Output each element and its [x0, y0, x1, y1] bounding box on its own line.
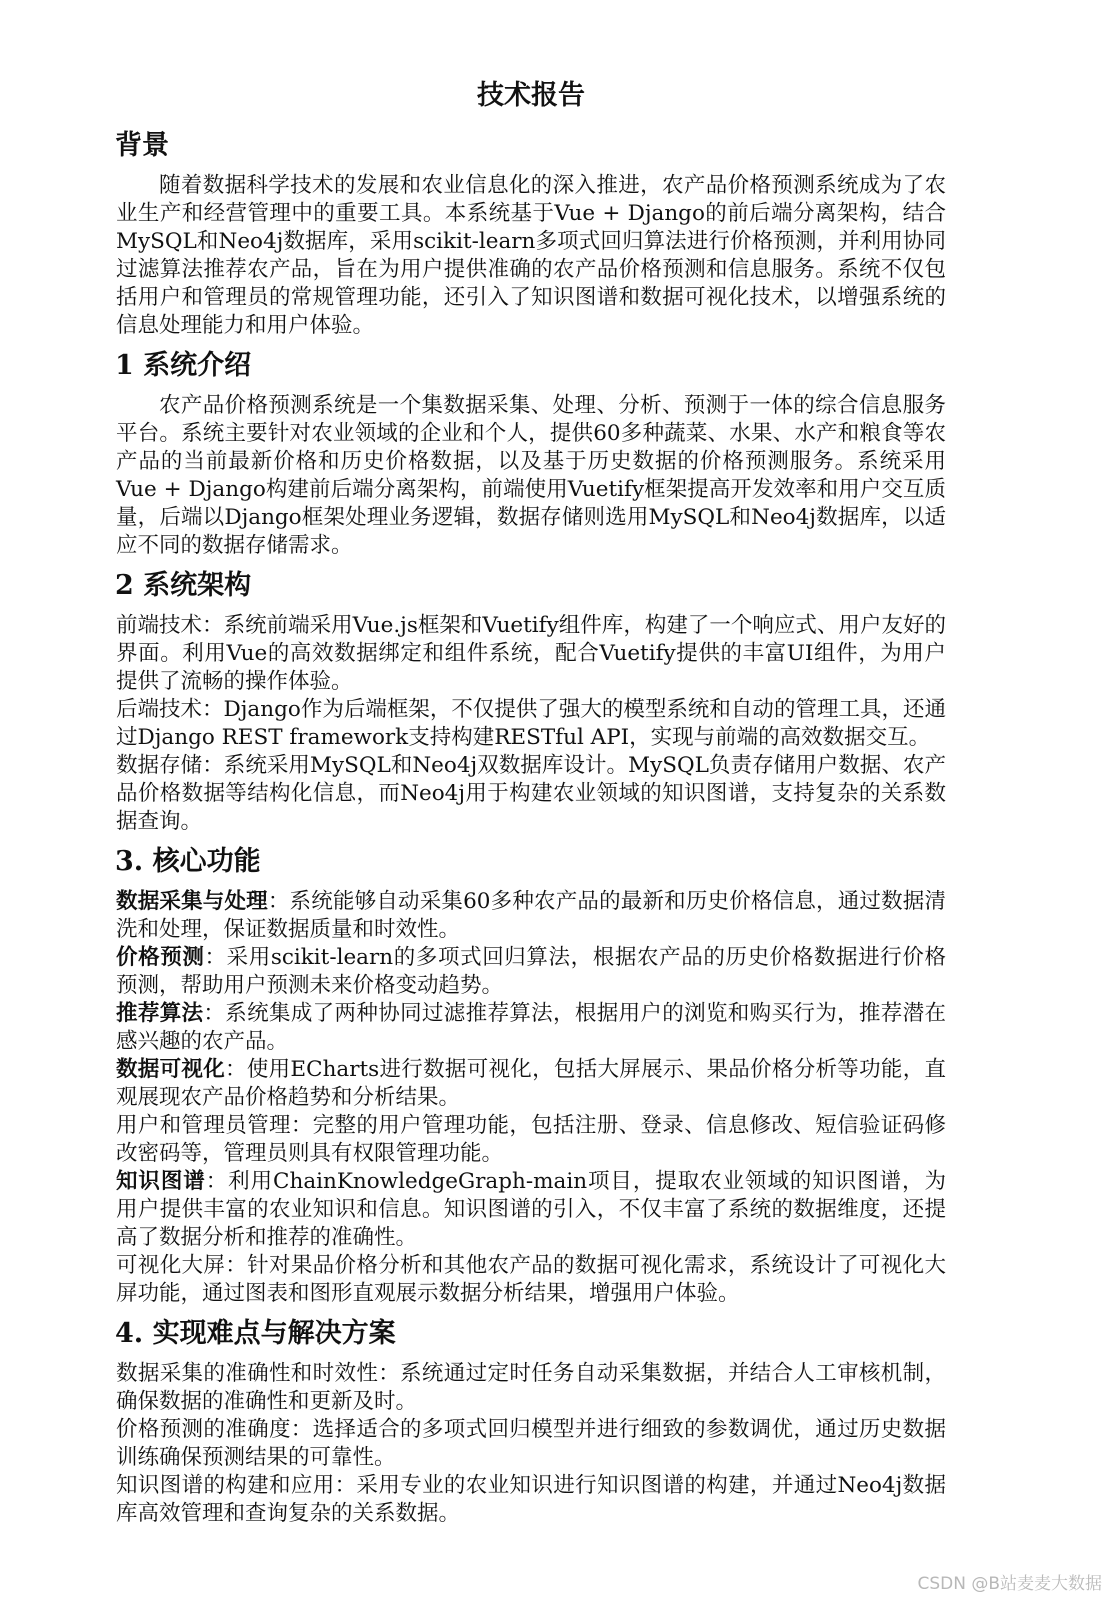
intro-paragraph: 农产品价格预测系统是一个集数据采集、处理、分析、预测于一体的综合信息服务平台。系统主要针对农业领域的企业和个人，提供60多种蔬菜、水果、水产和粮食等农产品的当前最新价格和历史价格数据，以及基于历史数据的价格预测服务。系统采用Vue + Django构建前后端分离架构，前端使用Vuetify框架提高开发效率和用户交互质量，后端以Django框架处理业务逻辑，数据存储则选用MySQL和Neo4j数据库，以适应不同的数据存储需求。 [116, 393, 946, 558]
item-text: 针对果品价格分析和其他农产品的数据可视化需求，系统设计了可视化大屏功能，通过图表和图形直观展示数据分析结果，增强用户体验。 [116, 1253, 946, 1306]
feature-item-user-admin [116, 1112, 946, 1168]
features-heading: 3. 核心功能 [115, 846, 261, 877]
architecture-item-storage [116, 752, 946, 836]
architecture-item-backend [116, 696, 946, 752]
item-text: 完整的用户管理功能，包括注册、登录、信息修改、短信验证码修改密码等，管理员则具有权限管理功能。 [116, 1113, 946, 1166]
csdn-watermark: CSDN @B站麦麦大数据 [917, 1574, 1102, 1594]
item-sep: ： [204, 945, 227, 970]
background-heading: 背景 [115, 130, 169, 161]
architecture-heading: 2 系统架构 [115, 570, 252, 601]
item-sep: ： [290, 1113, 313, 1138]
challenges-heading: 4. 实现难点与解决方案 [115, 1318, 396, 1349]
item-sep: ： [203, 1001, 226, 1026]
item-sep: ： [267, 889, 290, 914]
architecture-section [116, 566, 946, 836]
challenge-item-prediction-accuracy [116, 1416, 946, 1472]
item-text: 系统采用MySQL和Neo4j双数据库设计。MySQL负责存储用户数据、农产品价格数据等结构化信息，而Neo4j用于构建农业领域的知识图谱，支持复杂的关系数据查询。 [116, 753, 946, 834]
item-text: 选择适合的多项式回归模型并进行细致的参数调优，通过历史数据训练确保预测结果的可靠性。 [116, 1417, 946, 1470]
item-text: 系统通过定时任务自动采集数据，并结合人工审核机制，确保数据的准确性和更新及时。 [116, 1361, 946, 1414]
feature-item-data-collection [116, 888, 946, 944]
architecture-item-frontend [116, 612, 946, 696]
item-label: 可视化大屏 [116, 1253, 226, 1278]
item-text: 系统前端采用Vue.js框架和Vuetify组件库，构建了一个响应式、用户友好的界面。利用Vue的高效数据绑定和组件系统，配合Vuetify提供的丰富UI组件，为用户提供了流畅的操作体验。 [116, 613, 946, 694]
challenge-item-data-accuracy [116, 1360, 946, 1416]
item-label: 数据采集的准确性和时效性： [116, 1361, 401, 1386]
background-section [116, 126, 946, 340]
challenges-section [116, 1314, 946, 1528]
feature-item-big-screen [116, 1252, 946, 1308]
features-section [116, 842, 946, 1308]
item-label: 前端技术： [116, 613, 224, 638]
item-label: 数据可视化 [116, 1057, 226, 1082]
item-label: 推荐算法 [116, 1001, 204, 1026]
feature-item-price-prediction [116, 944, 946, 1000]
item-label: 知识图谱的构建和应用： [116, 1473, 357, 1498]
item-label: 价格预测的准确度： [116, 1417, 313, 1442]
report-title: 技术报告 [477, 80, 585, 111]
item-label: 数据采集与处理 [116, 889, 268, 914]
feature-item-knowledge-graph [116, 1168, 946, 1252]
item-label: 用户和管理员管理 [116, 1113, 291, 1138]
item-sep: ： [225, 1253, 248, 1278]
item-label: 数据存储： [116, 753, 224, 778]
item-sep: ： [225, 1057, 247, 1082]
feature-item-visualization [116, 1056, 946, 1112]
item-text: 使用ECharts进行数据可视化，包括大屏展示、果品价格分析等功能，直观展现农产品价格趋势和分析结果。 [116, 1057, 946, 1110]
item-text: 采用专业的农业知识进行知识图谱的构建，并通过Neo4j数据库高效管理和查询复杂的关系数据。 [116, 1473, 946, 1526]
item-text: Django作为后端框架，不仅提供了强大的模型系统和自动的管理工具，还通过Django REST framework支持构建RESTful API，实现与前端的高效数据交互。 [116, 697, 946, 750]
intro-heading: 1 系统介绍 [115, 350, 252, 381]
feature-item-recommendation [116, 1000, 946, 1056]
item-sep: ： [205, 1169, 229, 1194]
item-text: 系统集成了两种协同过滤推荐算法，根据用户的浏览和购买行为，推荐潜在感兴趣的农产品。 [116, 1001, 946, 1054]
report-page [116, 76, 946, 1534]
item-text: 采用scikit-learn的多项式回归算法，根据农产品的历史价格数据进行价格预测，帮助用户预测未来价格变动趋势。 [116, 945, 946, 998]
item-label: 价格预测 [116, 945, 205, 970]
item-text: 系统能够自动采集60多种农产品的最新和历史价格信息，通过数据清洗和处理，保证数据质量和时效性。 [116, 889, 946, 942]
challenge-item-knowledge-graph [116, 1472, 946, 1528]
background-paragraph: 随着数据科学技术的发展和农业信息化的深入推进，农产品价格预测系统成为了农业生产和经营管理中的重要工具。本系统基于Vue + Django的前后端分离架构，结合MySQL和Neo4j数据库，采用scikit-learn多项式回归算法进行价格预测，并利用协同过滤算法推荐农产品，旨在为用户提供准确的农产品价格预测和信息服务。系统不仅包括用户和管理员的常规管理功能，还引入了知识图谱和数据可视化技术，以增强系统的信息处理能力和用户体验。 [116, 173, 946, 338]
item-label: 后端技术： [116, 697, 224, 722]
item-label: 知识图谱 [116, 1169, 206, 1194]
item-text: 利用ChainKnowledgeGraph-main项目，提取农业领域的知识图谱，为用户提供丰富的农业知识和信息。知识图谱的引入，不仅丰富了系统的数据维度，还提高了数据分析和推荐的准确性。 [116, 1169, 946, 1250]
intro-section [116, 346, 946, 560]
